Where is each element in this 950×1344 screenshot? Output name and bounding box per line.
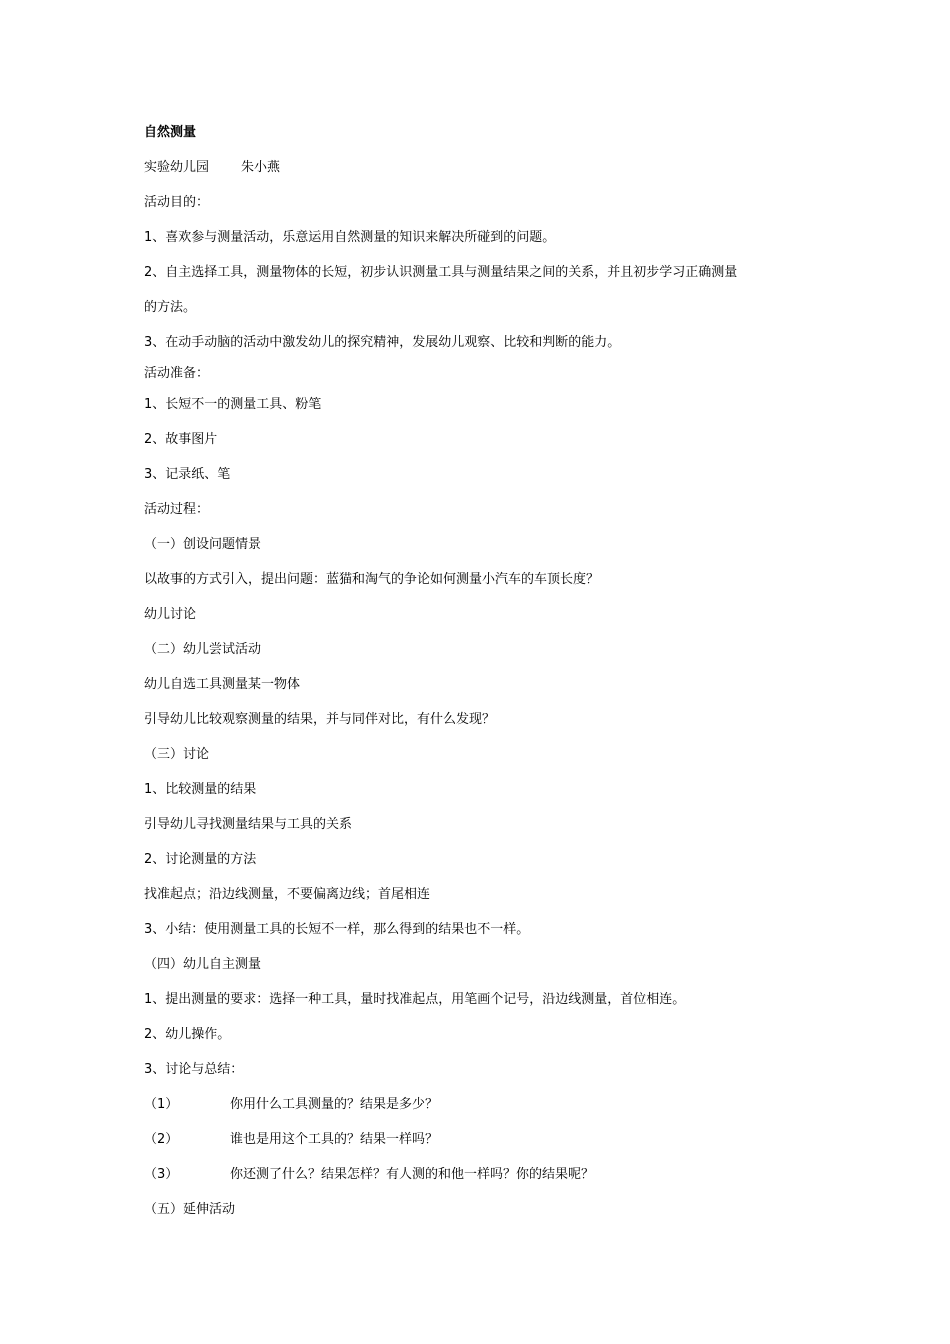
goal-item: 3、在动手动脑的活动中激发幼儿的探究精神，发展幼儿观察、比较和判断的能力。 <box>144 335 621 350</box>
section-line: 1、比较测量的结果 <box>144 782 257 797</box>
section-line: 引导幼儿寻找测量结果与工具的关系 <box>144 817 353 832</box>
section-line: 3、小结：使用测量工具的长短不一样，那么得到的结果也不一样。 <box>144 922 530 937</box>
prep-heading: 活动准备： <box>144 366 210 381</box>
sub-item <box>144 1131 824 1148</box>
section-line: 幼儿讨论 <box>144 607 197 622</box>
author-line <box>144 159 824 176</box>
document-page <box>144 124 824 1218</box>
section-line: 引导幼儿比较观察测量的结果，并与同伴对比，有什么发现？ <box>144 712 496 727</box>
section-line: 2、讨论测量的方法 <box>144 852 257 867</box>
section-line: 3、讨论与总结： <box>144 1062 244 1077</box>
section-heading: （一）创设问题情景 <box>144 537 262 552</box>
sub-item-number: （1） <box>144 1097 179 1112</box>
sub-item <box>144 1096 824 1113</box>
goal-item: 2、自主选择工具，测量物体的长短，初步认识测量工具与测量结果之间的关系，并且初步学习正确测量 <box>144 265 738 280</box>
prep-item: 2、故事图片 <box>144 432 218 447</box>
goals-heading: 活动目的： <box>144 195 210 210</box>
document-title: 自然测量 <box>144 125 197 140</box>
goal-item: 1、喜欢参与测量活动，乐意运用自然测量的知识来解决所碰到的问题。 <box>144 230 556 245</box>
section-line: 2、幼儿操作。 <box>144 1027 231 1042</box>
goal-item-continued: 的方法。 <box>144 300 197 315</box>
process-heading: 活动过程： <box>144 502 210 517</box>
prep-item: 3、记录纸、笔 <box>144 467 231 482</box>
sub-item-number: （3） <box>144 1167 179 1182</box>
section-line: 幼儿自选工具测量某一物体 <box>144 677 301 692</box>
section-line: 找准起点；沿边线测量，不要偏离边线；首尾相连 <box>144 887 431 902</box>
section-heading: （三）讨论 <box>144 747 210 762</box>
sub-item-text: 你用什么工具测量的？结果是多少？ <box>230 1097 439 1112</box>
section-heading: （二）幼儿尝试活动 <box>144 642 262 657</box>
section-heading: （五）延伸活动 <box>144 1202 236 1217</box>
section-line: 1、提出测量的要求：选择一种工具，量时找准起点，用笔画个记号，沿边线测量，首位相连。 <box>144 992 686 1007</box>
section-line: 以故事的方式引入，提出问题：蓝猫和淘气的争论如何测量小汽车的车顶长度？ <box>144 572 600 587</box>
sub-item-text: 谁也是用这个工具的？结果一样吗？ <box>230 1132 439 1147</box>
section-heading: （四）幼儿自主测量 <box>144 957 262 972</box>
prep-item: 1、长短不一的测量工具、粉笔 <box>144 397 322 412</box>
sub-item-number: （2） <box>144 1132 179 1147</box>
sub-item-text: 你还测了什么？结果怎样？有人测的和他一样吗？你的结果呢？ <box>230 1167 595 1182</box>
author-name: 朱小燕 <box>241 160 281 175</box>
author-school: 实验幼儿园 <box>144 160 210 175</box>
sub-item <box>144 1166 824 1183</box>
